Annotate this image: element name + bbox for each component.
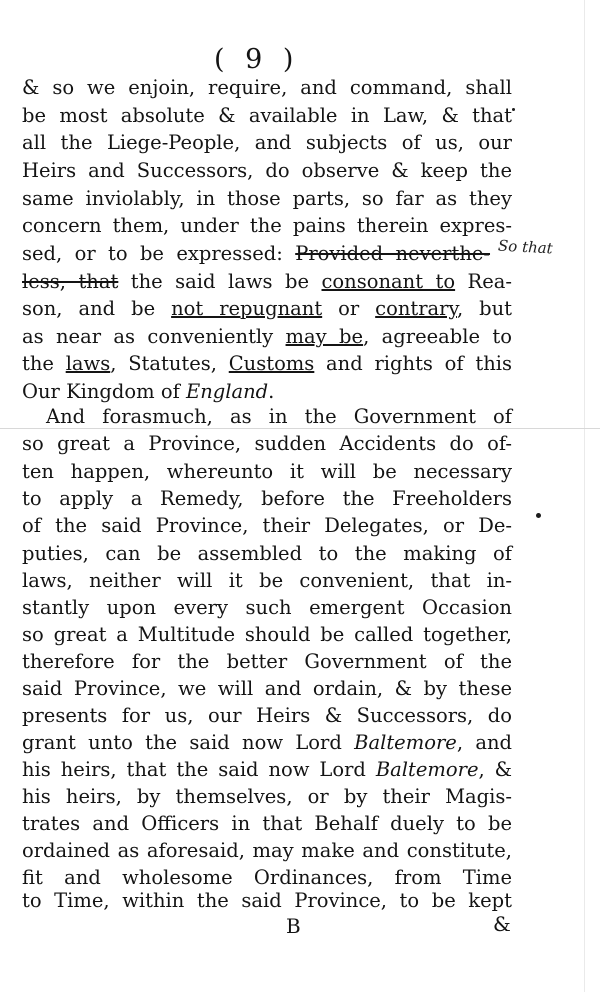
italic-text: Baltemore: [354, 731, 457, 754]
text-line-20: stantly upon every such emergent Occasion: [22, 596, 512, 619]
underlined-text: consonant to: [321, 270, 456, 293]
text-line-12: Our Kingdom of England.: [22, 380, 275, 403]
text-line-21: so great a Multitude should be called together,: [22, 623, 512, 646]
text-line-15: ten happen, whereunto it will be necessary: [22, 460, 512, 483]
signature-mark: B: [286, 914, 301, 938]
text-line-11: the laws, Statutes, Customs and rights of this: [22, 352, 512, 375]
text-line-8: less, that the said laws be consonant to Rea-: [22, 270, 512, 293]
text-line-26: his heirs, that the said now Lord Baltemore, &: [22, 758, 512, 781]
text-line-30: fit and wholesome Ordinances, from Time: [22, 866, 512, 889]
text-line-24: presents for us, our Heirs & Successors, do: [22, 704, 512, 727]
underlined-text: not repugnant: [171, 297, 323, 320]
text-line-19: laws, neither will it be convenient, that in-: [22, 569, 512, 592]
catchword: &: [493, 912, 511, 936]
handwritten-margin-note: So that: [497, 236, 554, 258]
text-line-16: to apply a Remedy, before the Freeholders: [22, 487, 512, 510]
text-line-13: And forasmuch, as in the Government of: [46, 405, 512, 428]
text-line-23: said Province, we will and ordain, & by these: [22, 677, 512, 700]
underlined-text: may be: [285, 325, 364, 348]
struck-text: less, that: [22, 270, 119, 293]
ink-speck: [536, 513, 541, 518]
text-line-3: all the Liege-People, and subjects of us, our: [22, 131, 512, 154]
text-line-1: & so we enjoin, require, and command, shall: [22, 76, 512, 99]
text-line-29: ordained as aforesaid, may make and constitute,: [22, 839, 512, 862]
text-line-18: puties, can be assembled to the making of: [22, 542, 512, 565]
text-line-6: concern them, under the pains therein expres-: [22, 214, 512, 237]
text-line-17: of the said Province, their Delegates, or De-: [22, 514, 512, 537]
underlined-text: contrary: [375, 297, 457, 320]
text-line-5: same inviolably, in those parts, so far as they: [22, 187, 512, 210]
text-line-4: Heirs and Successors, do observe & keep the: [22, 159, 512, 182]
page-fold-shadow: [584, 0, 585, 992]
text-line-27: his heirs, by themselves, or by their Magis-: [22, 785, 512, 808]
text-line-10: as near as conveniently may be, agreeable to: [22, 325, 512, 348]
text-line-22: therefore for the better Government of the: [22, 650, 512, 673]
page-number: ( 9 ): [214, 44, 300, 75]
underlined-text: Customs: [228, 352, 315, 375]
text-line-28: trates and Officers in that Behalf duely to be: [22, 812, 512, 835]
text-line-2: be most absolute & available in Law, & that: [22, 104, 512, 127]
italic-text: England: [185, 380, 269, 403]
ink-speck: [512, 108, 515, 111]
text-line-7: sed, or to be expressed: Provided neverthe-: [22, 242, 491, 265]
struck-text: Provided neverthe-: [295, 242, 491, 265]
text-line-31: to Time, within the said Province, to be kept: [22, 889, 512, 912]
text-line-14: so great a Province, sudden Accidents do of-: [22, 432, 512, 455]
italic-text: Baltemore: [375, 758, 479, 781]
text-line-25: grant unto the said now Lord Baltemore, and: [22, 731, 512, 754]
underlined-text: laws: [65, 352, 111, 375]
text-line-9: son, and be not repugnant or contrary, but: [22, 297, 512, 320]
